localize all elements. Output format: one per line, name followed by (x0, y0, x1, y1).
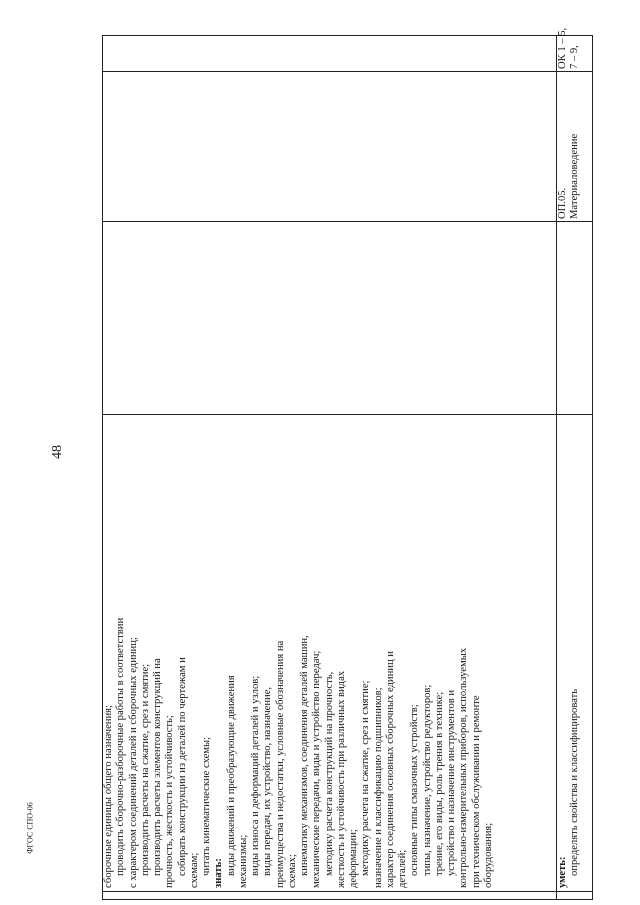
footer-code: ФГОС СПО-06 (25, 802, 35, 854)
text-line: типы, назначение, устройство редукторов; (421, 684, 433, 876)
requirements-text (103, 415, 495, 891)
hours-cell (557, 222, 593, 415)
text-line: механизмы; (237, 834, 249, 888)
text-line: сборочные единицы общего назначения; (103, 705, 114, 888)
standard-table (102, 27, 592, 900)
competences-cell (103, 36, 557, 72)
text-line: оборудования; (482, 822, 494, 888)
text-line: с характером соединений деталей и сборочных единиц; (127, 637, 139, 888)
competences-text (557, 27, 581, 71)
discipline-name: Материаловедение (569, 133, 580, 219)
text-line: деформации; (348, 829, 359, 888)
discipline-text (557, 72, 581, 221)
discipline-cell (103, 72, 557, 222)
competence-line: 7 – 9, (569, 45, 580, 69)
text-line: виды износа и деформаций деталей и узлов; (250, 675, 261, 876)
text-line: методику расчета на сжатие, срез и смятие; (360, 680, 372, 876)
text-line: жесткость и устойчивость при различных видах (335, 670, 347, 888)
requirements-cell (557, 415, 593, 892)
text-line: читать кинематические схемы; (201, 736, 212, 876)
text-line: контрольно-измерительных приборов, используемых (458, 647, 470, 888)
text-line: определять свойства и классифицировать (569, 688, 581, 876)
text-line: схемам; (188, 852, 200, 888)
text-line: деталей; (397, 849, 408, 888)
text-line: виды передач, их устройство, назначение, (262, 686, 274, 876)
text-line: прочность, жесткость и устойчивость; (164, 715, 176, 888)
discipline-index: ОП.05. (557, 187, 568, 219)
text-line: преимущества и недостатки, условные обозначения на (274, 640, 286, 888)
hours-cell (103, 222, 557, 415)
section-heading-know: знать: (213, 858, 225, 888)
table-row (103, 36, 557, 900)
requirements-cell (103, 415, 557, 892)
competences-cell (557, 27, 593, 72)
text-line: схемах; (286, 854, 298, 888)
text-line: производить расчеты элементов конструкций на (152, 658, 163, 876)
row-index-cell (557, 892, 593, 900)
requirements-text (557, 415, 582, 891)
discipline-cell (557, 72, 593, 222)
text-line: методику расчета конструкций на прочность, (323, 671, 335, 876)
text-line: устройство и назначение инструментов и (446, 689, 457, 876)
text-line: собирать конструкции из деталей по чертежам и (176, 657, 188, 876)
text-line: проводить сборочно-разборочные работы в соответствии (115, 617, 127, 876)
competence-line: ОК 1 – 5, (557, 27, 568, 69)
text-line: назначение и классификацию подшипников; (372, 687, 384, 888)
text-line: кинематику механизмов, соединения деталей машин, (299, 635, 310, 876)
row-index-cell (103, 892, 557, 900)
text-line: характер соединения основных сборочных единиц и (384, 651, 396, 888)
table-row (557, 36, 593, 900)
text-line: механические передачи, виды и устройство передач; (311, 650, 323, 888)
text-line: основные типы смазочных устройств; (409, 704, 421, 876)
section-heading-can: уметь: (557, 856, 568, 888)
text-line: производить расчеты на сжатие, срез и смятие; (139, 663, 151, 876)
text-line: при техническом обслуживании и ремонте (470, 695, 482, 888)
text-line: виды движений и преобразующие движения (225, 675, 237, 876)
text-line: трение, его виды, роль трения в технике; (433, 691, 445, 876)
page-number: 48 (50, 445, 65, 459)
